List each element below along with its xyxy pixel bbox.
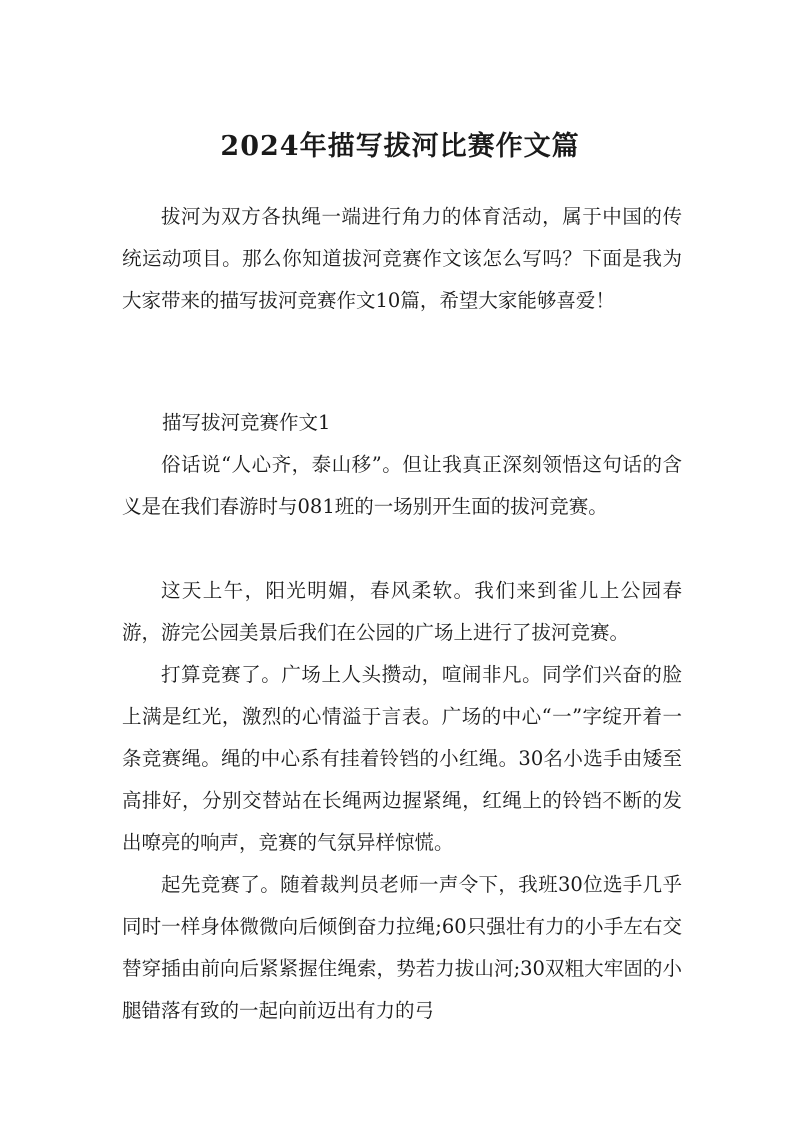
body-paragraph: 起先竞赛了。随着裁判员老师一声令下，我班30位选手几乎同时一样身体微微向后倾倒奋力拉绳;60只强壮有力的小手左右交替穿插由前向后紧紧握住绳索，势若力拔山河;30双粗大牢固的小腿错落有致的一起向前迈出有力的弓 [122, 873, 682, 1022]
intro-paragraph: 拔河为双方各执绳一端进行角力的体育活动，属于中国的传统运动项目。那么你知道拔河竞赛作文该怎么写吗？下面是我为大家带来的描写拔河竞赛作文10篇，希望大家能够喜爱！ [122, 205, 682, 312]
body-paragraph: 这天上午，阳光明媚，春风柔软。我们来到雀儿上公园春游，游完公园美景后我们在公园的广场上进行了拔河竞赛。 [122, 579, 682, 644]
body-paragraph: 打算竞赛了。广场上人头攒动，喧闹非凡。同学们兴奋的脸上满是红光，激烈的心情溢于言表。广场的中心“一”字绽开着一条竞赛绳。绳的中心系有挂着铃铛的小红绳。30名小选手由矮至高排好，分别交替站在长绳两边握紧绳，红绳上的铃铛不断的发出嘹亮的响声，竞赛的气氛异样惊慌。 [122, 663, 682, 854]
section-heading: 描写拔河竞赛作文1 [162, 411, 331, 434]
document-title: 2024年描写拔河比赛作文篇 [220, 131, 580, 162]
body-paragraph: 俗话说“人心齐，泰山移”。但让我真正深刻领悟这句话的含义是在我们春游时与081班的一场别开生面的拔河竞赛。 [122, 453, 682, 518]
